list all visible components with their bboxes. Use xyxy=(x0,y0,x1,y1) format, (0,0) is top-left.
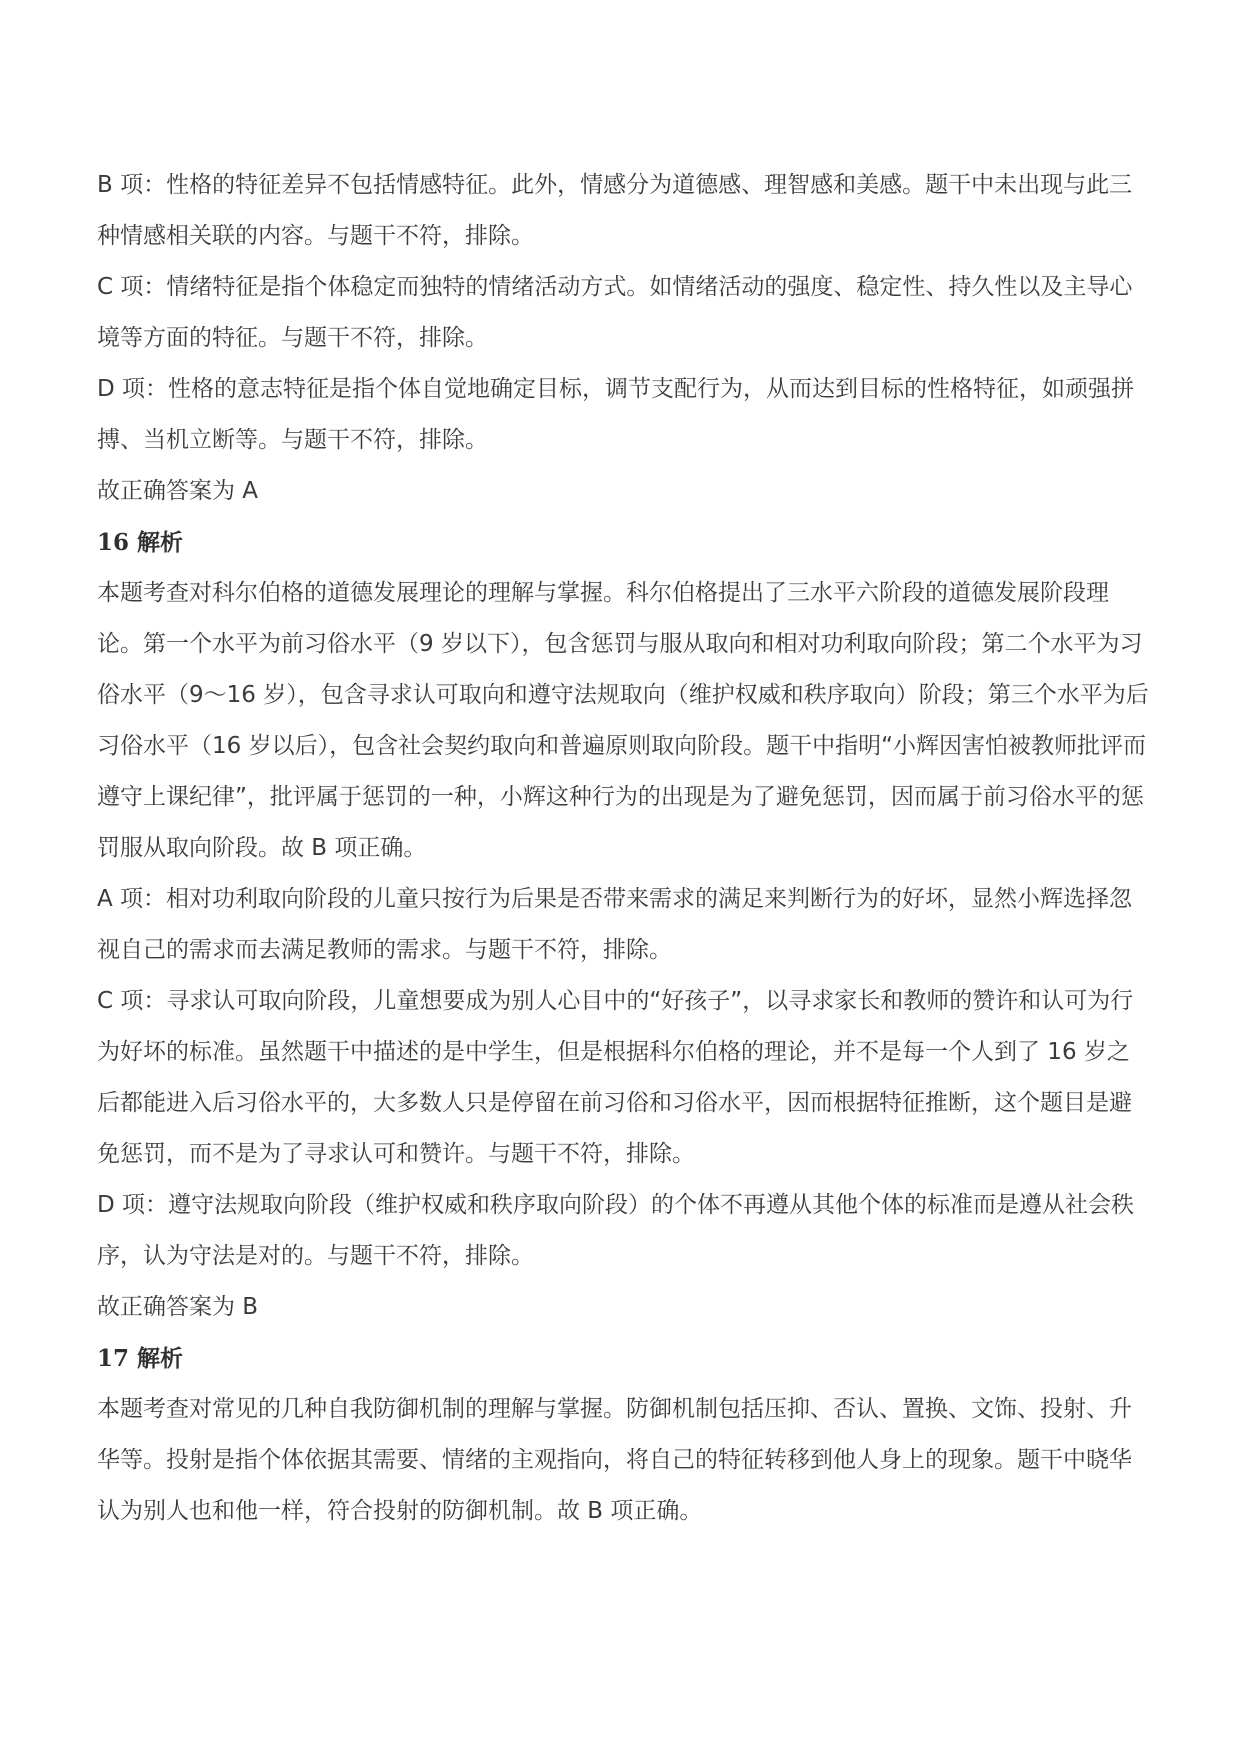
paragraph-option-a-q16: A 项：相对功利取向阶段的儿童只按行为后果是否带来需求的满足来判断行为的好坏，显然小辉选择忽视自己的需求而去满足教师的需求。与题干不符，排除。 xyxy=(97,886,1133,963)
paragraph-option-d-q15: D 项：性格的意志特征是指个体自觉地确定目标，调节支配行为，从而达到目标的性格特征，如顽强拼搏、当机立断等。与题干不符，排除。 xyxy=(97,376,1135,453)
answer-q15: 故正确答案为 A xyxy=(97,478,259,504)
paragraph-option-d-q16: D 项：遵守法规取向阶段（维护权威和秩序取向阶段）的个体不再遵从其他个体的标准而是遵从社会秩序，认为守法是对的。与题干不符，排除。 xyxy=(97,1192,1135,1269)
heading-q16-analysis: 16 解析 xyxy=(97,529,184,556)
paragraph-option-b-q15: B 项：性格的特征差异不包括情感特征。此外，情感分为道德感、理智感和美感。题干中未出现与此三种情感相关联的内容。与题干不符，排除。 xyxy=(97,172,1133,249)
document-body xyxy=(97,160,1149,1537)
paragraph-option-c-q16: C 项：寻求认可取向阶段，儿童想要成为别人心目中的“好孩子”，以寻求家长和教师的赞许和认可为行为好坏的标准。虽然题干中描述的是中学生，但是根据科尔伯格的理论，并不是每一个人到了 16 岁之后都能进入后习俗水平的，大多数人只是停留在前习俗和习俗水平，因而根据特征推断，这个题目是避免惩罚，而不是为了寻求认可和赞许。与题干不符，排除。 xyxy=(97,988,1134,1167)
heading-q17-analysis: 17 解析 xyxy=(97,1345,184,1372)
answer-q16: 故正确答案为 B xyxy=(97,1294,259,1320)
paragraph-q17-intro: 本题考查对常见的几种自我防御机制的理解与掌握。防御机制包括压抑、否认、置换、文饰、投射、升华等。投射是指个体依据其需要、情绪的主观指向，将自己的特征转移到他人身上的现象。题干中晓华认为别人也和他一样，符合投射的防御机制。故 B 项正确。 xyxy=(97,1396,1132,1524)
paragraph-q16-intro: 本题考查对科尔伯格的道德发展理论的理解与掌握。科尔伯格提出了三水平六阶段的道德发展阶段理论。第一个水平为前习俗水平（9 岁以下），包含惩罚与服从取向和相对功利取向阶段；第二个水平为习俗水平（9～16 岁），包含寻求认可取向和遵守法规取向（维护权威和秩序取向）阶段；第三个水平为后习俗水平（16 岁以后），包含社会契约取向和普遍原则取向阶段。题干中指明“小辉因害怕被教师批评而遵守上课纪律”，批评属于惩罚的一种，小辉这种行为的出现是为了避免惩罚，因而属于前习俗水平的惩罚服从取向阶段。故 B 项正确。 xyxy=(97,580,1149,861)
paragraph-option-c-q15: C 项：情绪特征是指个体稳定而独特的情绪活动方式。如情绪活动的强度、稳定性、持久性以及主导心境等方面的特征。与题干不符，排除。 xyxy=(97,274,1133,351)
